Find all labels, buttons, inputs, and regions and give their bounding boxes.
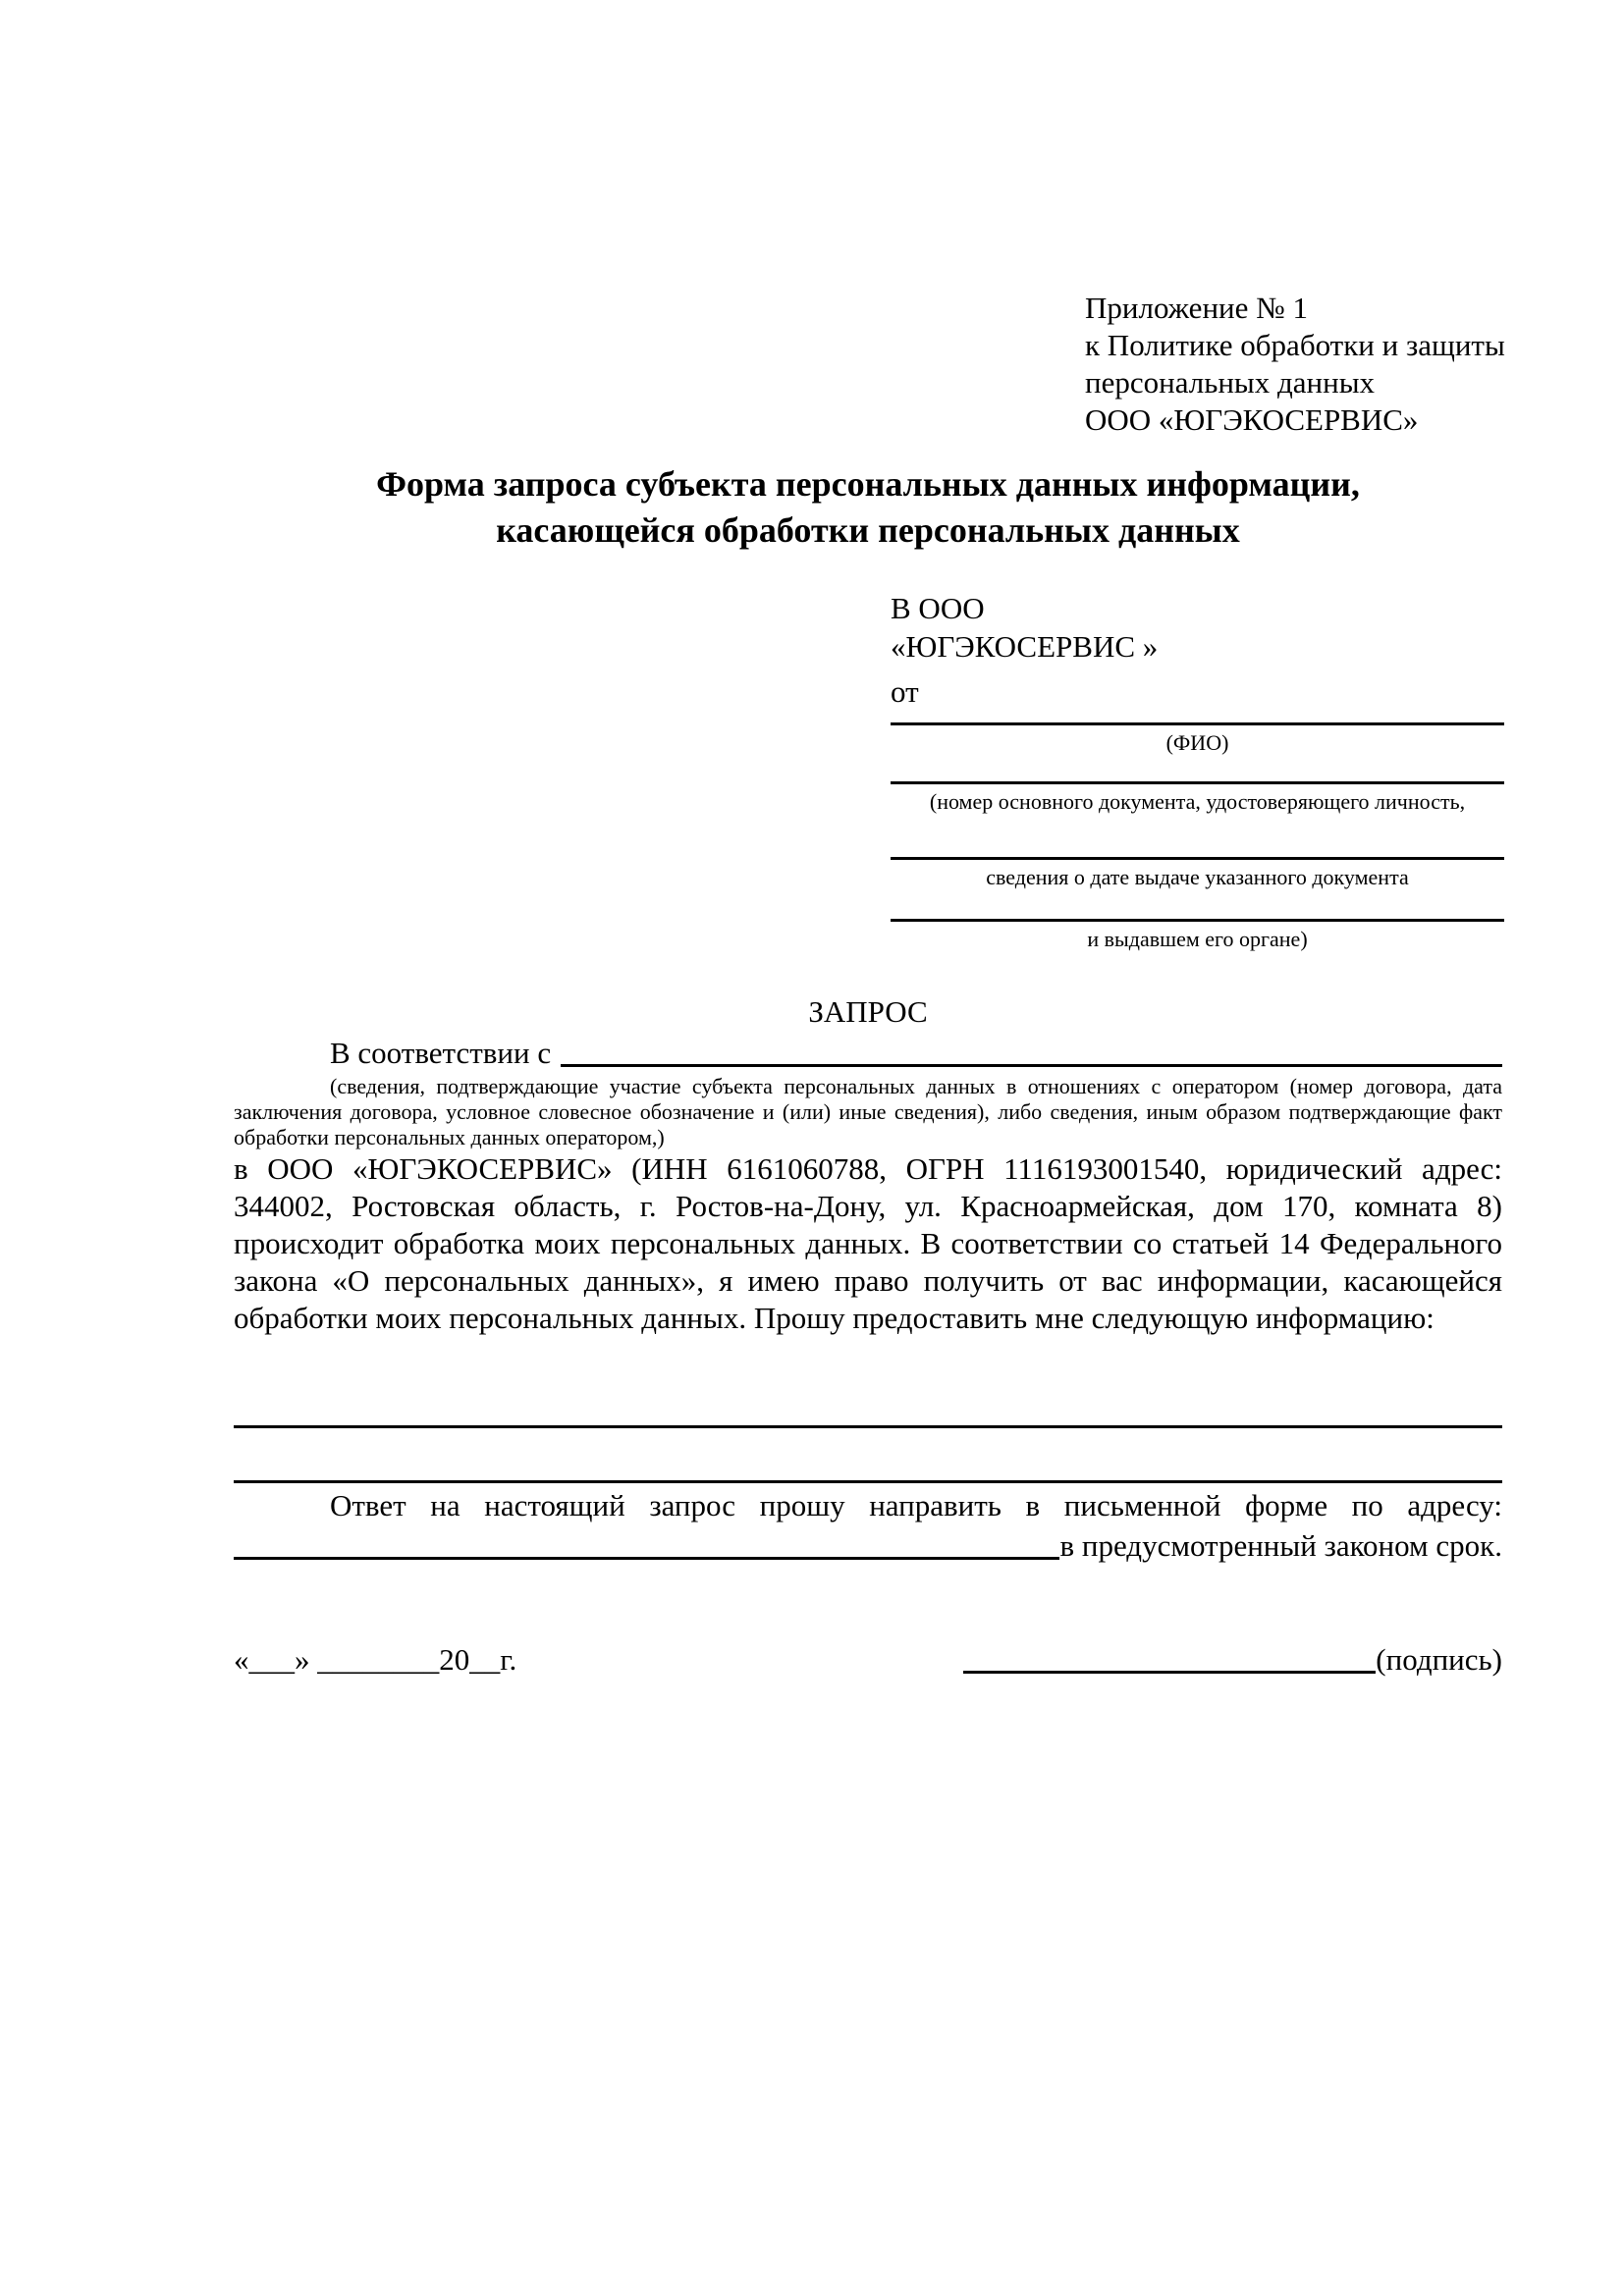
date-signature-row bbox=[234, 1641, 1502, 1679]
addressee-to-line-2: «ЮГЭКОСЕРВИС » bbox=[891, 629, 1159, 664]
request-intro-label: В соответствии с bbox=[330, 1036, 552, 1070]
reply-tail-line bbox=[234, 1527, 1502, 1565]
address-blank-line bbox=[234, 1557, 1059, 1560]
doc-number-blank-line bbox=[891, 781, 1504, 784]
signature-caption: (подпись) bbox=[1376, 1642, 1502, 1677]
intro-blank-line bbox=[561, 1035, 1502, 1067]
doc-issuer-blank-line bbox=[891, 919, 1504, 922]
document-title-line-1: Форма запроса субъекта персональных данных информации, bbox=[376, 464, 1360, 504]
request-intro-line bbox=[234, 1035, 1502, 1072]
signature-blank-line bbox=[963, 1671, 1376, 1674]
request-body-paragraph: в ООО «ЮГЭКОСЕРВИС» (ИНН 6161060788, ОГРН 1116193001540, юридический адрес: 344002, Ростовская область, г. Ростов-на-Дону, ул. Красноармейская, дом 170, комната 8) происходит обработка моих персональных данных. В соответствии со статьей 14 Федерального закона «О персональных данных», я имею право получить от вас информации, касающейся обработки моих персональных данных. Прошу предоставить мне следующую информацию: bbox=[234, 1151, 1502, 1335]
appendix-line-2: к Политике обработки и защиты bbox=[1085, 328, 1505, 362]
addressee-from-label: от bbox=[891, 674, 919, 709]
request-heading: ЗАПРОС bbox=[808, 994, 928, 1029]
reply-tail-text: в предусмотренный законом срок. bbox=[1059, 1528, 1502, 1563]
doc-number-caption: (номер основного документа, удостоверяющего личность, bbox=[929, 789, 1466, 814]
signature-group bbox=[963, 1641, 1502, 1679]
doc-date-blank-line bbox=[891, 857, 1504, 860]
reply-intro-line: Ответ на настоящий запрос прошу направить в письменной форме по адресу: bbox=[330, 1488, 1502, 1522]
fine-print-note: (сведения, подтверждающие участие субъекта персональных данных в отношениях с оператором (номер договора, дата заключения договора, условное словесное обозначение и (или) иные сведения), либо сведения, иным образом подтверждающие факт обработки персональных данных оператором,) bbox=[234, 1074, 1502, 1149]
fio-blank-line bbox=[891, 722, 1504, 725]
info-blank-line-2 bbox=[234, 1480, 1502, 1483]
first-line-indent bbox=[234, 1035, 330, 1072]
date-line: «___» ________20__г. bbox=[234, 1642, 517, 1677]
addressee-block bbox=[891, 589, 1158, 711]
document-title-line-2: касающейся обработки персональных данных bbox=[496, 510, 1240, 550]
info-blank-line-1 bbox=[234, 1425, 1502, 1428]
addressee-to-line-1: В ООО bbox=[891, 591, 985, 625]
fio-caption: (ФИО) bbox=[1165, 730, 1229, 755]
doc-issuer-caption: и выдавшем его органе) bbox=[1087, 927, 1308, 951]
appendix-line-4: ООО «ЮГЭКОСЕРВИС» bbox=[1085, 402, 1419, 437]
doc-date-caption: сведения о дате выдаче указанного документа bbox=[986, 865, 1409, 889]
document-title bbox=[234, 461, 1502, 554]
appendix-header bbox=[1085, 290, 1505, 439]
appendix-line-3: персональных данных bbox=[1085, 365, 1376, 400]
appendix-line-1: Приложение № 1 bbox=[1085, 291, 1308, 325]
